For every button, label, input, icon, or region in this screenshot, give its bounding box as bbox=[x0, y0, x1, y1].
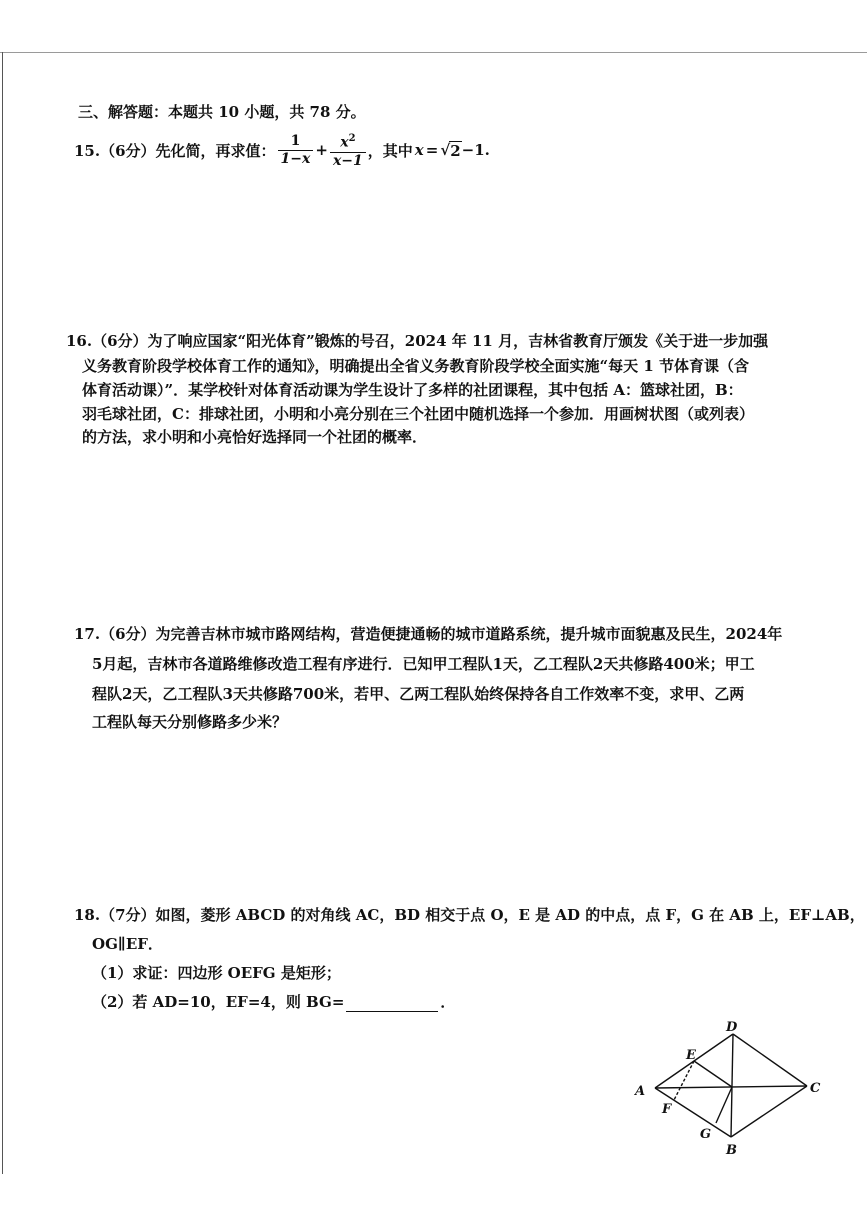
q15-fraction-2 bbox=[330, 130, 366, 170]
section-heading: 三、解答题：本题共 10 小题，共 78 分。 bbox=[78, 103, 366, 121]
label-d: D bbox=[726, 1020, 738, 1035]
q18-part-2-prefix: （2）若 AD=10，EF=4，则 BG= bbox=[92, 993, 345, 1011]
q17-line-4: 工程队每天分别修路多少米？ bbox=[92, 713, 288, 731]
diagonal-bd bbox=[731, 1034, 733, 1137]
q15-variable: x bbox=[414, 141, 424, 159]
q18-line-1: 18.（7分）如图，菱形 ABCD 的对角线 AC，BD 相交于点 O，E 是 AD 的中点，点 F，G 在 AB 上，EF⊥AB， bbox=[74, 906, 865, 924]
label-c: C bbox=[810, 1081, 821, 1096]
q15-prefix: 15.（6分）先化简，再求值： bbox=[74, 141, 276, 160]
q16-line-3: 体育活动课）”．某学校针对体育活动课为学生设计了多样的社团课程，其中包括 A：篮球社团，B： bbox=[82, 381, 743, 399]
page-top-bar bbox=[0, 0, 867, 53]
q15-sqrt-sign: √ bbox=[440, 141, 451, 159]
label-f: F bbox=[662, 1102, 672, 1117]
q15-equals: = bbox=[425, 141, 439, 159]
q17-line-1: 17.（6分）为完善吉林市城市路网结构，营造便捷通畅的城市道路系统，提升城市面貌惠及民生，2024年 bbox=[74, 625, 783, 643]
q15-radicand: 2 bbox=[450, 141, 461, 160]
label-g: G bbox=[700, 1127, 712, 1142]
q15-tail: −1. bbox=[461, 141, 490, 159]
rhombus-figure bbox=[630, 1020, 830, 1160]
question-15 bbox=[74, 128, 490, 172]
answer-blank[interactable] bbox=[346, 995, 438, 1012]
label-e: E bbox=[686, 1048, 696, 1063]
q15-frac1-denominator: 1−x bbox=[278, 150, 314, 168]
q18-part-1: （1）求证：四边形 OEFG 是矩形； bbox=[92, 964, 341, 982]
q18-line-2: OG∥EF． bbox=[92, 935, 163, 953]
q15-frac2-numerator bbox=[337, 130, 358, 152]
q15-frac1-numerator: 1 bbox=[290, 132, 301, 149]
q15-frac2-num-exp: 2 bbox=[348, 133, 356, 145]
q15-frac2-denominator: x−1 bbox=[330, 152, 366, 170]
segment-eo bbox=[694, 1061, 732, 1087]
q16-line-4: 羽毛球社团，C：排球社团，小明和小亮分别在三个社团中随机选择一个参加．用画树状图（或列表） bbox=[82, 405, 754, 423]
label-b: B bbox=[726, 1143, 737, 1158]
q17-line-2: 5月起，吉林市各道路维修改造工程有序进行．已知甲工程队1天，乙工程队2天共修路400米；甲工 bbox=[92, 655, 755, 673]
page-left-border bbox=[2, 52, 3, 1174]
q16-line-2: 义务教育阶段学校体育工作的通知》，明确提出全省义务教育阶段学校全面实施“每天 1 节体育课（含 bbox=[82, 357, 750, 375]
side-cb bbox=[731, 1086, 807, 1137]
side-dc bbox=[733, 1034, 807, 1086]
q15-plus: + bbox=[315, 141, 328, 159]
q18-part-2-suffix: ． bbox=[440, 993, 456, 1011]
q18-part-2 bbox=[92, 992, 455, 1012]
segment-og bbox=[716, 1087, 732, 1123]
q15-fraction-1 bbox=[278, 133, 314, 168]
q16-line-5: 的方法，求小明和小亮恰好选择同一个社团的概率． bbox=[82, 428, 428, 446]
segment-ef bbox=[674, 1061, 694, 1100]
q17-line-3: 程队2天，乙工程队3天共修路700米，若甲、乙两工程队始终保持各自工作效率不变，求甲、乙两 bbox=[92, 685, 745, 703]
q16-line-1: 16.（6分）为了响应国家“阳光体育”锻炼的号召，2024 年 11 月，吉林省教育厅颁发《关于进一步加强 bbox=[66, 332, 769, 350]
q15-where: ，其中 bbox=[367, 141, 413, 160]
label-a: A bbox=[635, 1084, 646, 1099]
q15-frac2-num-base: x bbox=[340, 134, 349, 151]
